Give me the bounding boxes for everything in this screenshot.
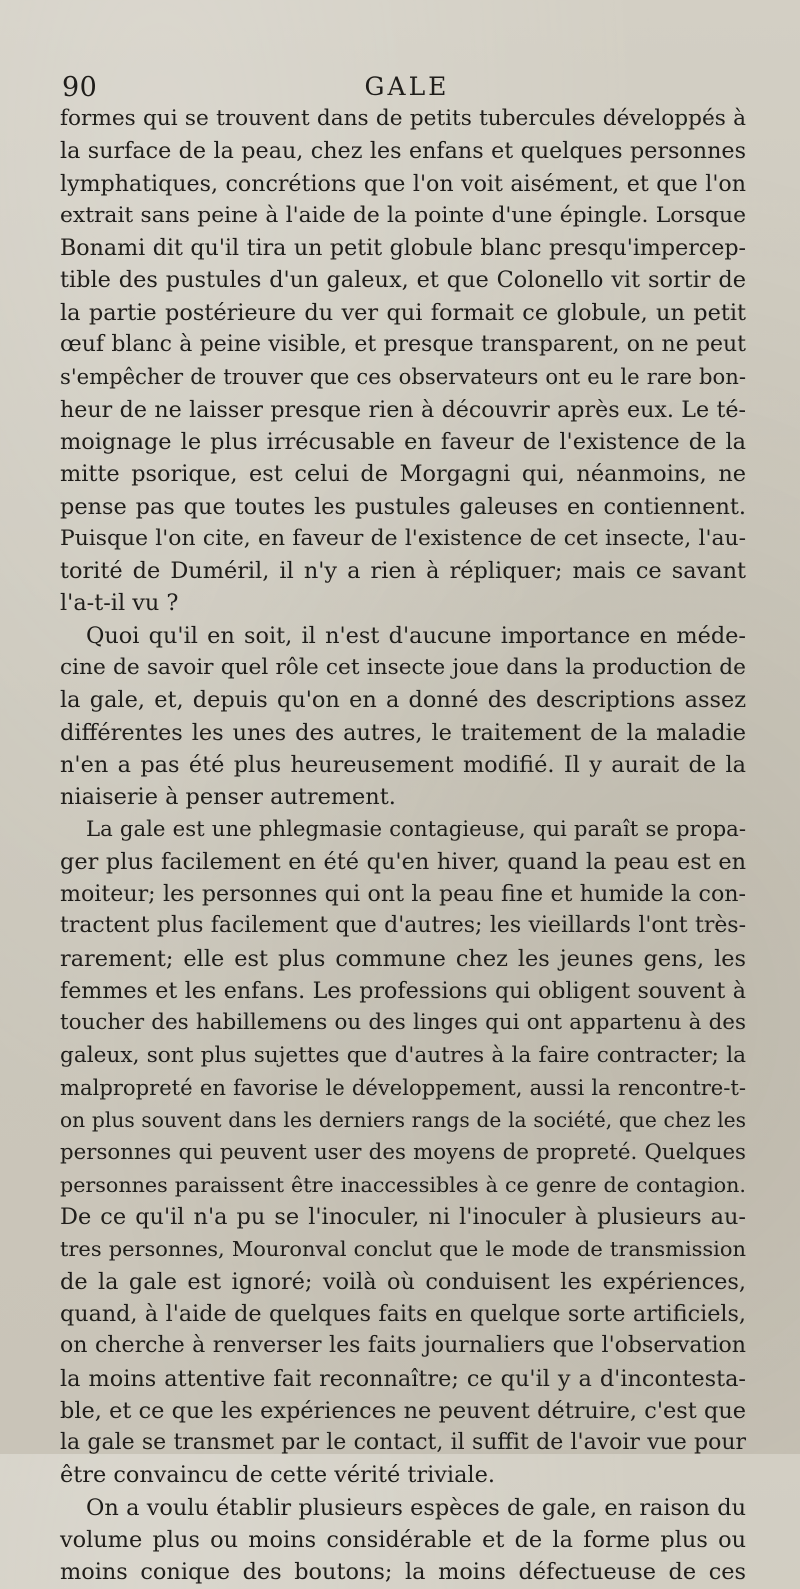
paragraph [60,1492,746,1589]
text-line: on plus souvent dans les derniers rangs de la société, que chez les [60,1108,746,1133]
text-line: Bonami dit qu'il tira un petit globule blanc presqu'impercep- [60,235,746,262]
text-line: l'a-t-il vu ? [60,590,179,617]
text-line: moignage le plus irrécusable en faveur de l'existence de la [60,428,746,455]
running-title: GALE [364,72,450,101]
text-line: torité de Duméril, il n'y a rien à répliquer; mais ce savant [60,558,746,585]
text-line: tible des pustules d'un galeux, et que Colonello vit sortir de [60,267,746,294]
text-line: la gale, et, depuis qu'on en a donné des descriptions assez [60,687,746,714]
text-line: personnes paraissent être inaccessibles à ce genre de contagion. [60,1172,746,1197]
text-line: toucher des habillemens ou des linges qui ont appartenu à des [60,1010,746,1036]
text-line: formes qui se trouvent dans de petits tubercules développés à [60,106,746,131]
text-line: heur de ne laisser presque rien à découvrir après eux. Le té- [60,396,746,423]
text-line: la partie postérieure du ver qui formait ce globule, un petit [60,299,746,326]
text-line: mitte psorique, est celui de Morgagni qui, néanmoins, ne [60,461,746,488]
text-line: volume plus ou moins considérable et de la forme plus ou [60,1527,746,1554]
text-line: La gale est une phlegmasie contagieuse, qui paraît se propa- [86,816,746,842]
paragraph [60,103,746,620]
text-line: s'empêcher de trouver que ces observateurs ont eu le rare bon- [60,364,746,390]
page-number: 90 [62,72,98,103]
paragraph [60,620,746,814]
text-line: malpropreté en favorise le développement, aussi la rencontre-t- [60,1074,746,1100]
text-line: la surface de la peau, chez les enfans et quelques personnes [60,138,746,165]
text-line: niaiserie à penser autrement. [60,784,396,811]
text-line: tres personnes, Mouronval conclut que le mode de transmission [60,1237,746,1262]
text-line: femmes et les enfans. Les professions qui obligent souvent à [60,978,746,1005]
text-line: Quoi qu'il en soit, il n'est d'aucune importance en méde- [86,622,746,649]
body-text [60,103,746,1589]
text-line: Puisque l'on cite, en faveur de l'existence de cet insecte, l'au- [60,525,746,551]
text-line: œuf blanc à peine visible, et presque transparent, on ne peut [60,332,746,358]
text-line: différentes les unes des autres, le traitement de la maladie [60,719,746,746]
text-line: de la gale est ignoré; voilà où conduisent les expériences, [60,1268,746,1295]
text-line: la moins attentive fait reconnaître; ce qu'il y a d'incontesta- [60,1365,746,1392]
text-line: De ce qu'il n'a pu se l'inoculer, ni l'inoculer à plusieurs au- [60,1204,746,1231]
text-line: la gale se transmet par le contact, il suffit de l'avoir vue pour [60,1430,746,1456]
text-line: cine de savoir quel rôle cet insecte joue dans la production de [60,655,746,681]
text-line: rarement; elle est plus commune chez les jeunes gens, les [60,945,746,972]
text-line: pense pas que toutes les pustules galeuses en contiennent. [60,493,746,520]
text-line: personnes qui peuvent user des moyens de propreté. Quelques [60,1139,746,1165]
text-line: on cherche à renverser les faits journaliers que l'observation [60,1333,746,1359]
page-header [62,72,752,106]
text-line: moiteur; les personnes qui ont la peau fine et humide la con- [60,881,746,908]
text-line: moins conique des boutons; la moins défectueuse de ces [60,1559,746,1586]
text-line: tractent plus facilement que d'autres; les vieillards l'ont très- [60,913,746,939]
text-line: ble, et ce que les expériences ne peuvent détruire, c'est que [60,1397,746,1424]
text-line: On a voulu établir plusieurs espèces de gale, en raison du [86,1494,746,1521]
text-line: être convaincu de cette vérité triviale. [60,1462,495,1489]
text-line: quand, à l'aide de quelques faits en quelque sorte artificiels, [60,1300,746,1327]
text-line: extrait sans peine à l'aide de la pointe d'une épingle. Lorsque [60,202,746,228]
text-line: galeux, sont plus sujettes que d'autres à la faire contracter; la [60,1042,746,1068]
paragraph [60,814,746,1492]
text-line: n'en a pas été plus heureusement modifié. Il y aurait de la [60,751,746,778]
text-line: lymphatiques, concrétions que l'on voit aisément, et que l'on [60,170,746,197]
text-line: ger plus facilement en été qu'en hiver, quand la peau est en [60,848,746,875]
